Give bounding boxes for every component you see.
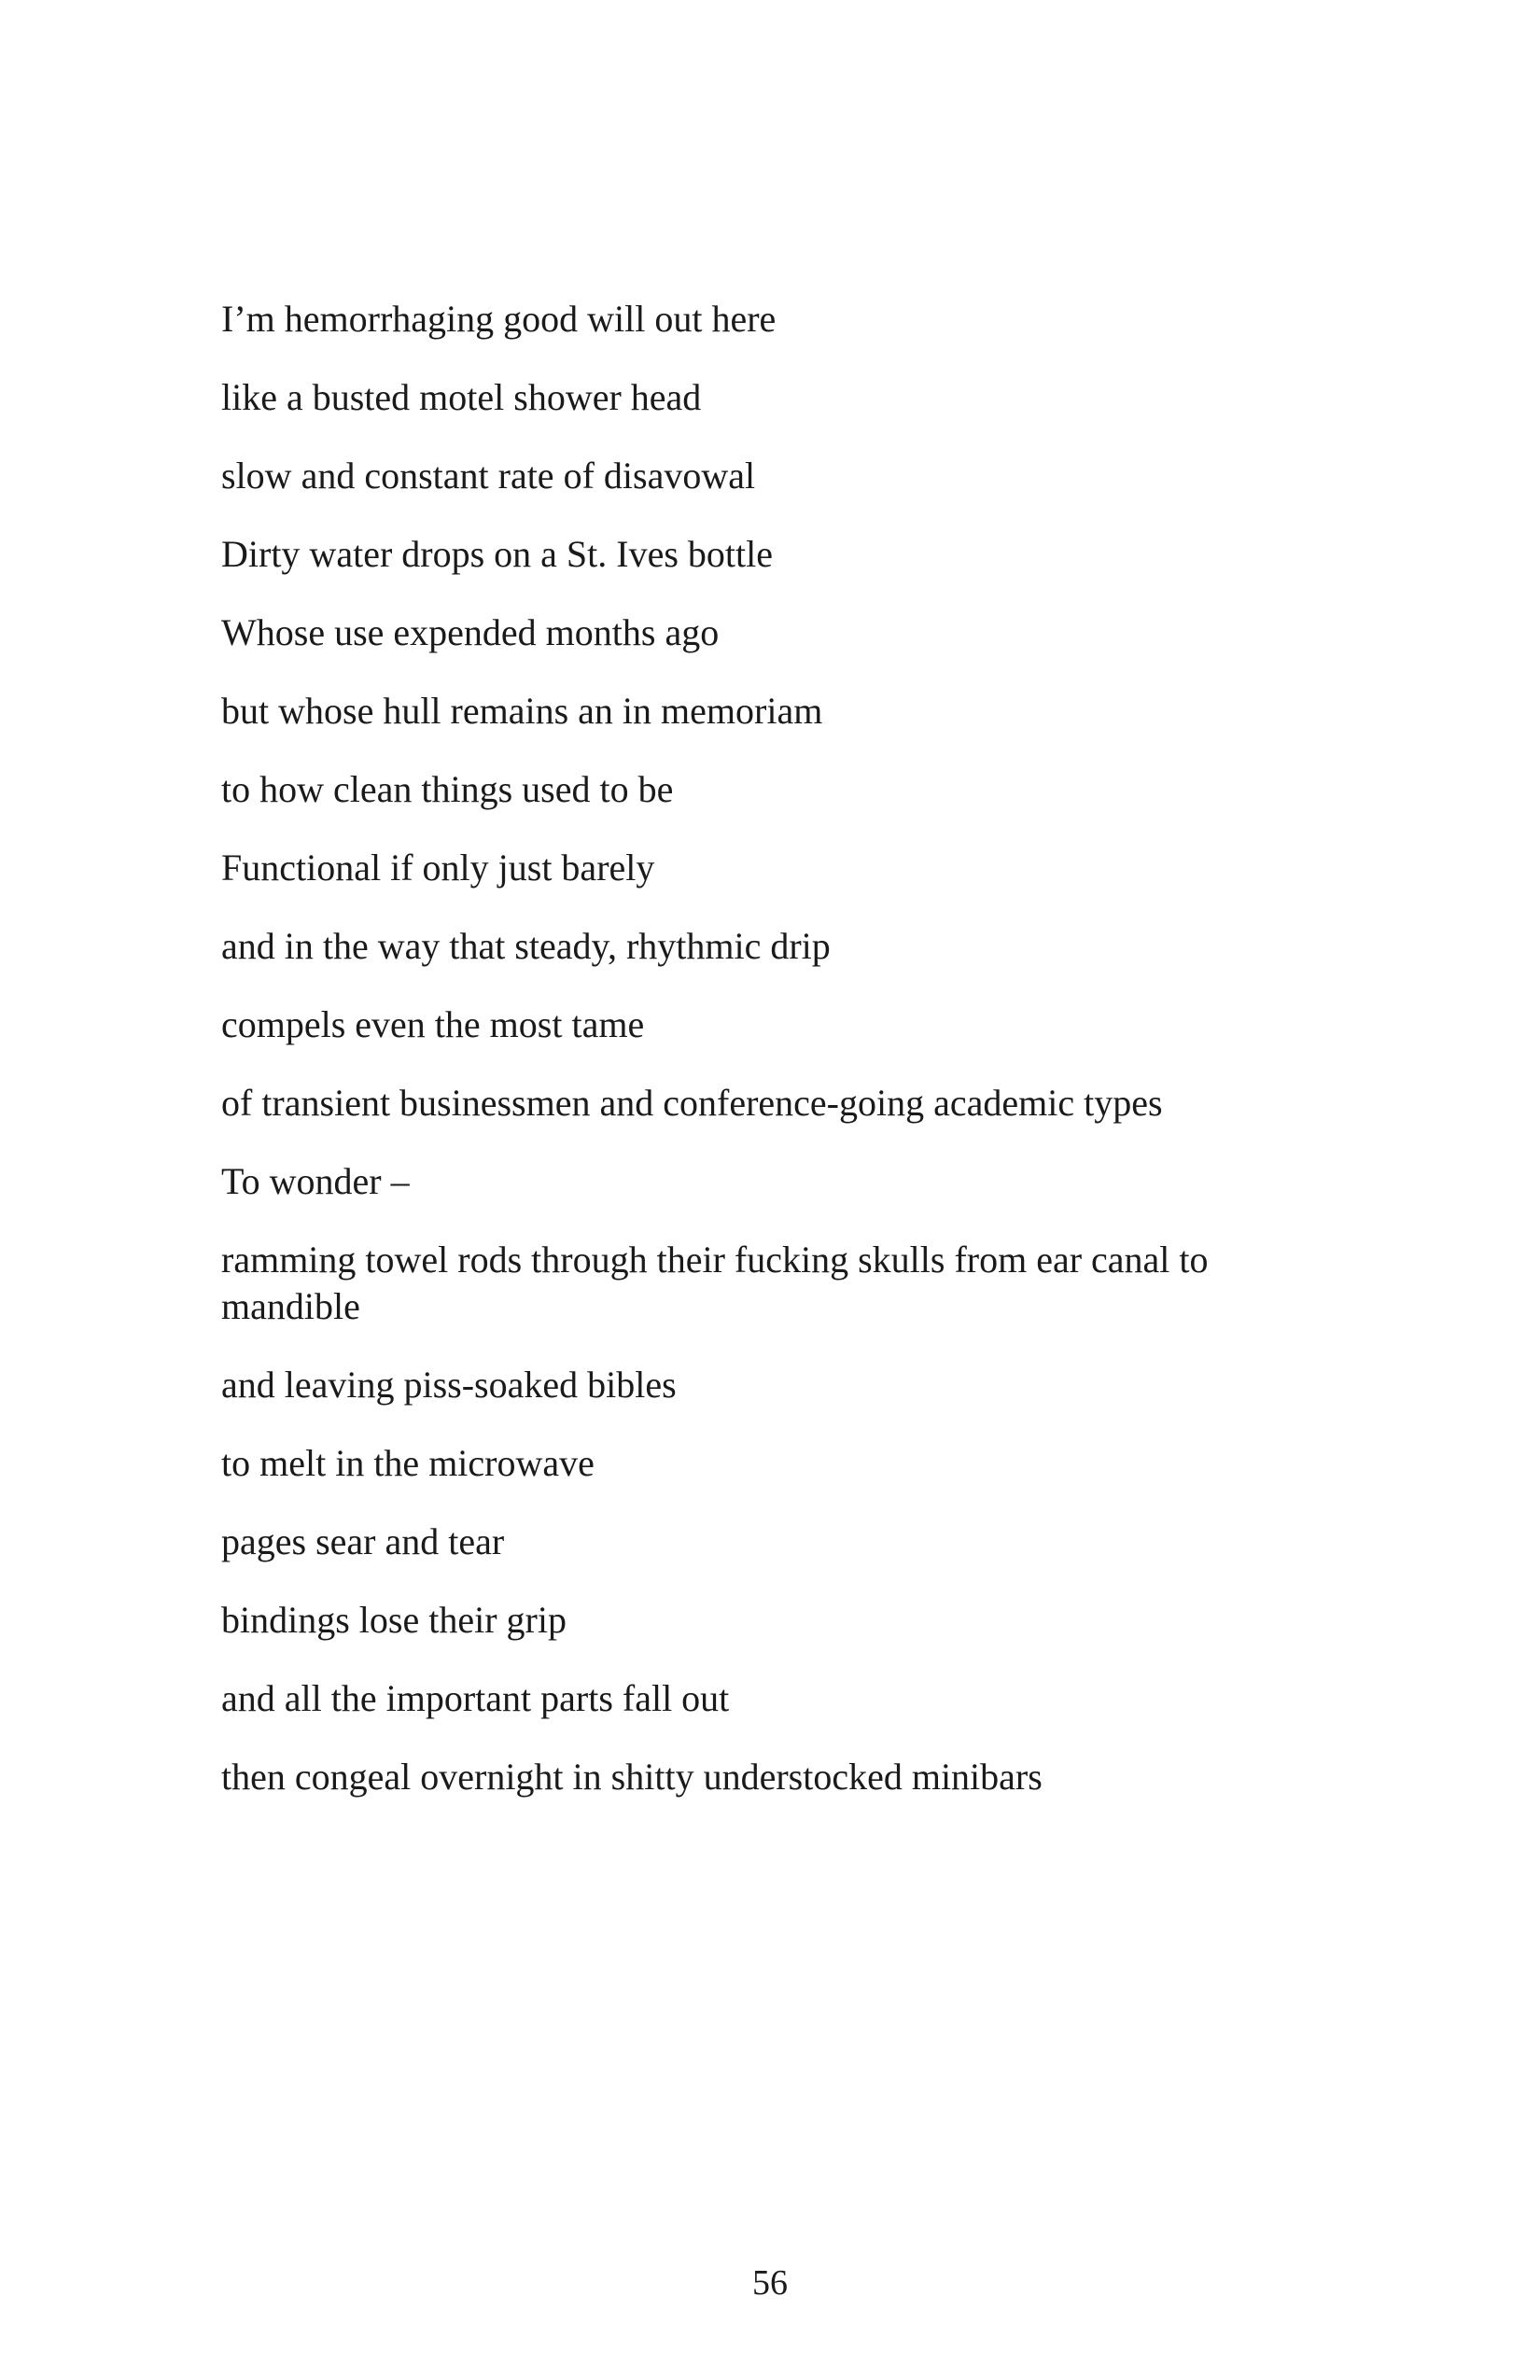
poem-line: slow and constant rate of disavowal [221, 455, 756, 497]
poem-line: like a busted motel shower head [221, 376, 702, 418]
poem-line: of transient businessmen and conference-going academic types [221, 1082, 1163, 1124]
poem-line: compels even the most tame [221, 1003, 645, 1045]
poem-line: ramming towel rods through their fucking skulls from ear canal to mandible [221, 1239, 1209, 1327]
poem-body [221, 296, 1295, 1832]
poem-line: then congeal overnight in shitty understocked minibars [221, 1756, 1043, 1798]
poem-line: pages sear and tear [221, 1520, 505, 1562]
poem-line: and all the important parts fall out [221, 1677, 730, 1719]
poem-line: to melt in the microwave [221, 1442, 595, 1484]
poem-line: and in the way that steady, rhythmic drip [221, 925, 831, 967]
poem-line: bindings lose their grip [221, 1599, 567, 1641]
poem-line: To wonder – [221, 1160, 410, 1202]
poem-line: I’m hemorrhaging good will out here [221, 298, 777, 340]
poem-line: and leaving piss-soaked bibles [221, 1364, 677, 1406]
page-number: 56 [752, 2263, 788, 2303]
poem-line: Whose use expended months ago [221, 611, 720, 653]
poem-line: Dirty water drops on a St. Ives bottle [221, 533, 773, 575]
poem-line: Functional if only just barely [221, 847, 655, 889]
poem-line: to how clean things used to be [221, 768, 674, 810]
poem-line: but whose hull remains an in memoriam [221, 690, 823, 732]
